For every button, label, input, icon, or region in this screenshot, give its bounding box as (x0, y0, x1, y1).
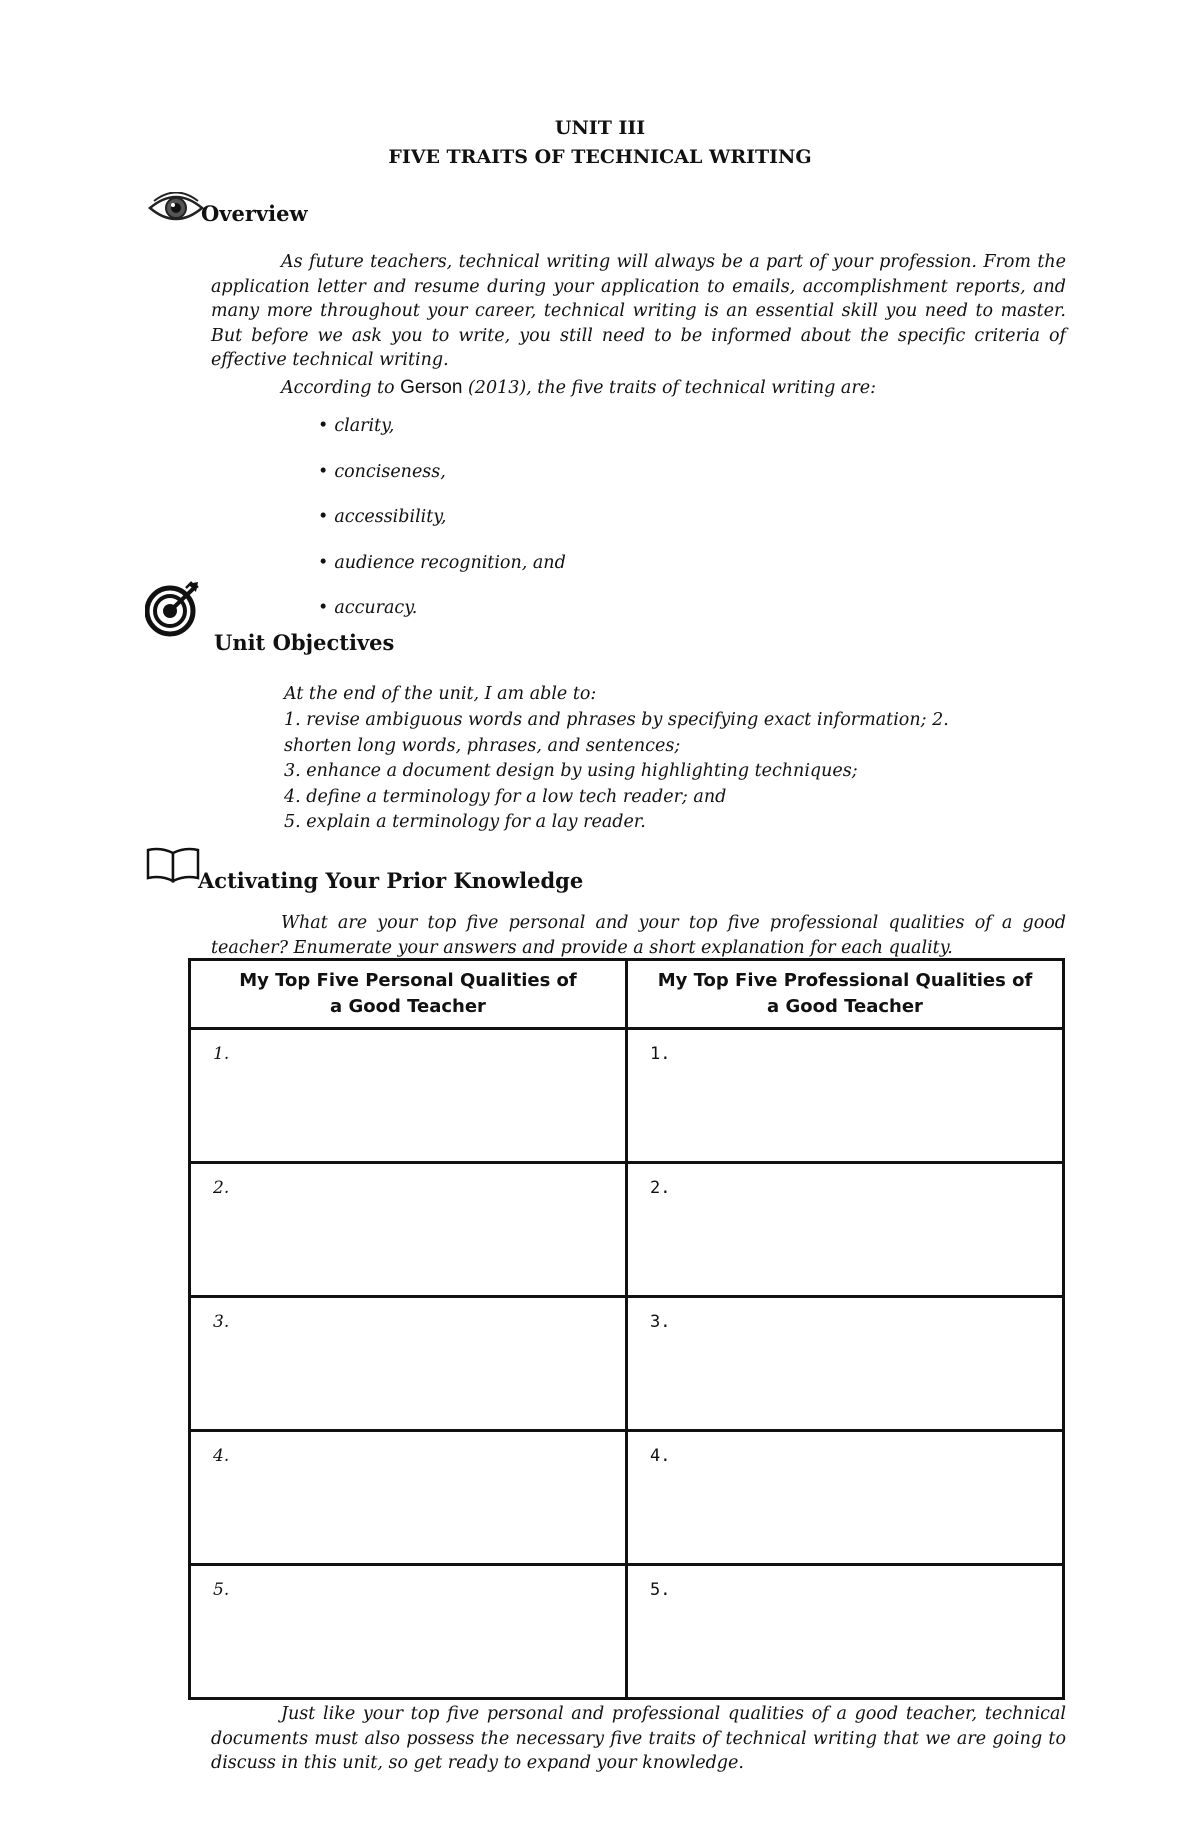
professional-quality-cell[interactable]: 3. (627, 1297, 1064, 1431)
qualities-table (188, 958, 1065, 1700)
professional-quality-cell[interactable]: 2. (627, 1163, 1064, 1297)
objectives-intro: At the end of the unit, I am able to: (284, 684, 597, 704)
header-professional: My Top Five Professional Qualities of a Good Teacher (627, 960, 1064, 1029)
trait-item: • audience recognition, and (318, 553, 566, 599)
objectives-heading: Unit Objectives (214, 630, 395, 655)
traits-list (318, 416, 566, 644)
header-personal: My Top Five Personal Qualities of a Good Teacher (190, 960, 627, 1029)
table-row (190, 1565, 1064, 1699)
objective-line: 1. revise ambiguous words and phrases by specifying exact information; 2. (284, 710, 949, 730)
personal-quality-cell[interactable]: 1. (190, 1029, 627, 1163)
objective-line: 3. enhance a document design by using highlighting techniques; (284, 761, 858, 781)
overview-paragraph: As future teachers, technical writing will always be a part of your profession. From the application letter and resume during your application to emails, accomplishment reports, and many more throughout your career, technical writing is an essential skill you need to master. But before we ask you to write, you still need to be informed about the specific criteria of effective technical writing. (211, 252, 1066, 370)
table-row (190, 1163, 1064, 1297)
intro-suffix: (2013), the five traits of technical writing are: (462, 378, 876, 398)
professional-quality-cell[interactable]: 5. (627, 1565, 1064, 1699)
trait-item: • accessibility, (318, 507, 566, 553)
trait-item: • accuracy. (318, 598, 566, 644)
eye-icon (148, 192, 204, 228)
personal-quality-cell[interactable]: 5. (190, 1565, 627, 1699)
overview-intro (281, 376, 876, 401)
overview-heading: Overview (201, 201, 308, 226)
intro-author: Gerson (400, 377, 463, 398)
intro-prefix: According to (281, 378, 401, 398)
professional-quality-cell[interactable]: 1. (627, 1029, 1064, 1163)
prior-knowledge-prompt: What are your top five personal and your top five professional qualities of a good teacher? Enumerate your answers and provide a short explanation for each quality. (211, 913, 1066, 958)
unit-label: UNIT III (554, 117, 646, 139)
table-row (190, 1431, 1064, 1565)
objective-line: 4. define a terminology for a low tech reader; and (284, 786, 727, 807)
open-book-icon (145, 845, 201, 889)
table-row (190, 1297, 1064, 1431)
trait-item: • conciseness, (318, 462, 566, 508)
trait-item: • clarity, (318, 416, 566, 462)
objective-line: 5. explain a terminology for a lay reader. (284, 812, 646, 832)
objective-line: shorten long words, phrases, and sentences; (284, 735, 681, 756)
personal-quality-cell[interactable]: 3. (190, 1297, 627, 1431)
target-icon (145, 580, 201, 642)
objectives-list (284, 708, 1084, 836)
professional-quality-cell[interactable]: 4. (627, 1431, 1064, 1565)
prior-knowledge-heading: Activating Your Prior Knowledge (198, 868, 584, 893)
closing-paragraph: Just like your top five personal and professional qualities of a good teacher, technical documents must also possess the necessary five traits of technical writing that we are going to discuss in this unit, so get ready to expand your knowledge. (211, 1704, 1066, 1773)
unit-title: FIVE TRAITS OF TECHNICAL WRITING (388, 146, 812, 168)
personal-quality-cell[interactable]: 4. (190, 1431, 627, 1565)
personal-quality-cell[interactable]: 2. (190, 1163, 627, 1297)
table-row (190, 1029, 1064, 1163)
